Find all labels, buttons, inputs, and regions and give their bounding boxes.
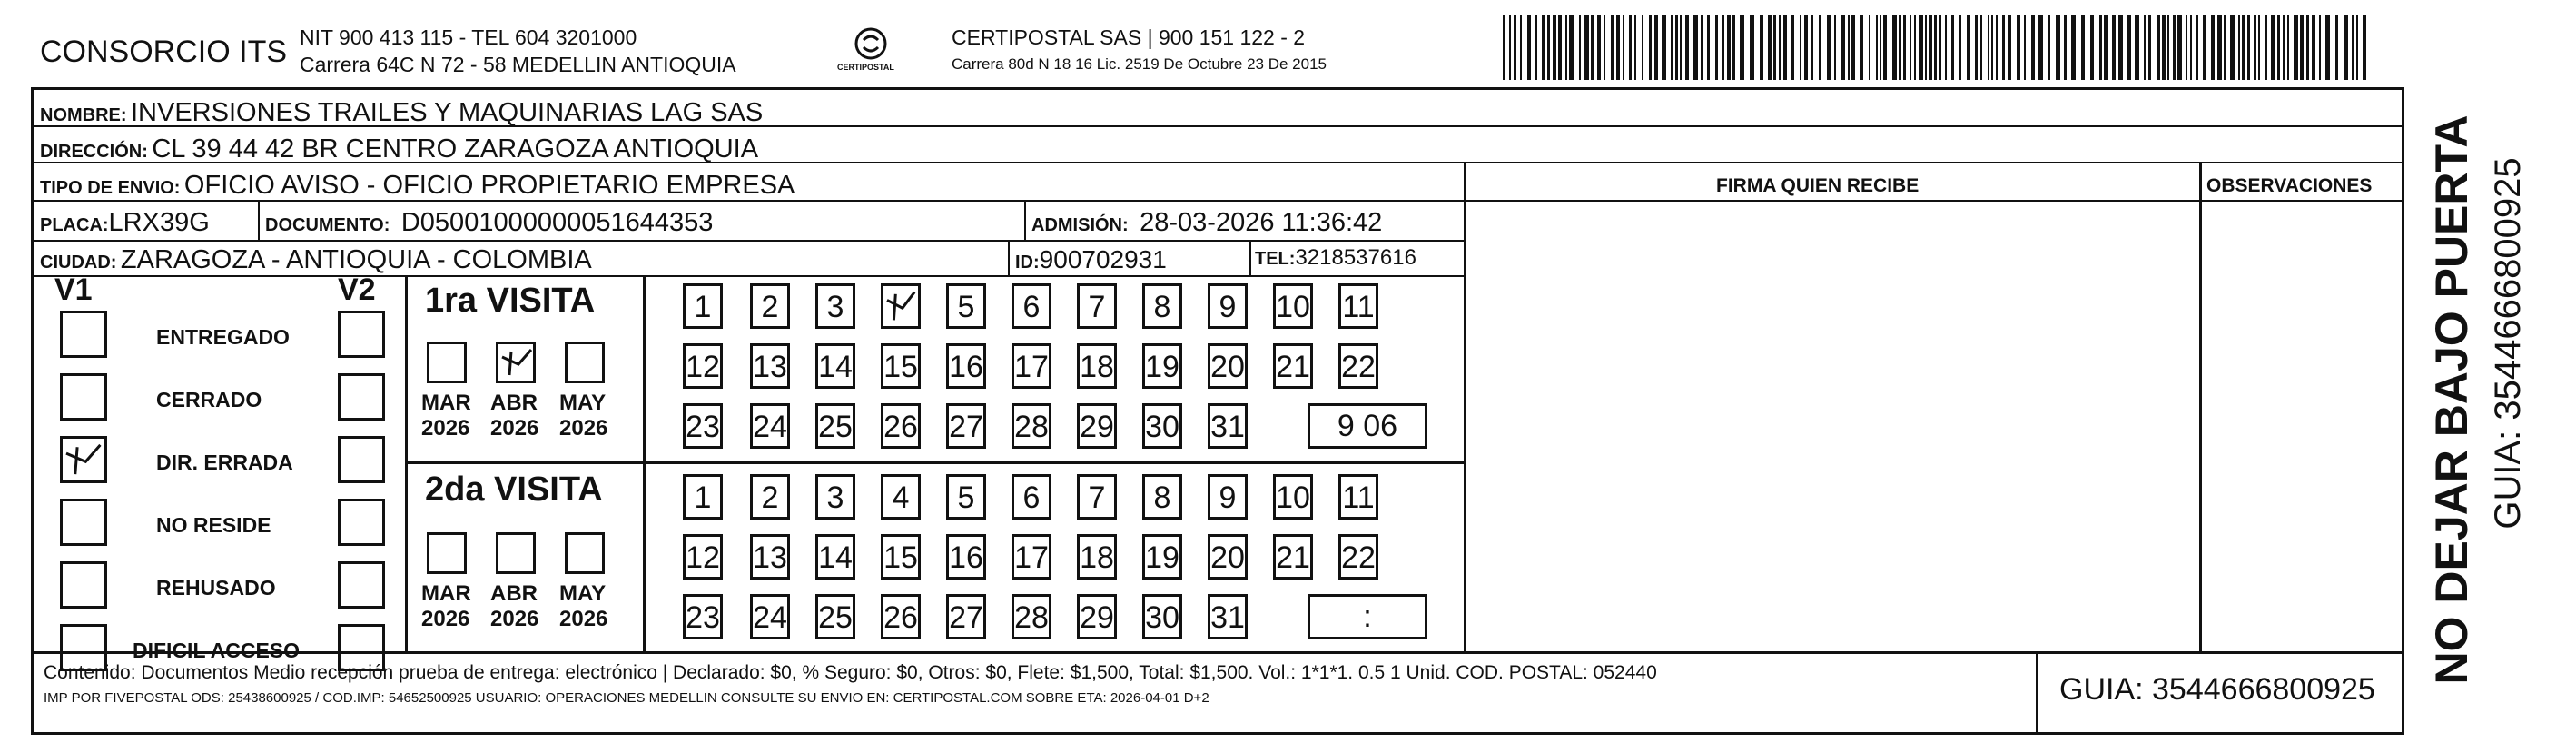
barcode-bar (1827, 15, 1831, 80)
status-label: REHUSADO (156, 576, 276, 599)
barcode-bar (2238, 15, 2240, 80)
barcode-bar (2258, 15, 2260, 80)
day-box[interactable]: 12 (683, 343, 723, 389)
month-year: 2026 (559, 416, 608, 441)
barcode-bar (1547, 15, 1550, 80)
company-name: CONSORCIO ITS (40, 35, 288, 69)
barcode-bar (2224, 15, 2226, 80)
barcode-bar (1959, 15, 1961, 80)
status-v2-checkbox[interactable] (338, 624, 385, 671)
day-box[interactable]: 17 (1012, 343, 1051, 389)
day-box[interactable]: 27 (946, 594, 986, 639)
day-box[interactable]: 24 (750, 594, 790, 639)
status-v2-checkbox[interactable] (338, 311, 385, 358)
col-line (1249, 240, 1251, 276)
day-box[interactable]: 27 (946, 403, 986, 449)
day-box[interactable]: 7 (1077, 283, 1117, 329)
day-box[interactable]: 3 (815, 474, 855, 520)
barcode-bar (1903, 15, 1906, 80)
day-box[interactable]: 5 (946, 474, 986, 520)
barcode-bar (2090, 15, 2094, 80)
company-address: Carrera 64C N 72 - 58 MEDELLIN ANTIOQUIA (300, 53, 736, 76)
day-box[interactable]: 14 (815, 534, 855, 580)
first-visit-title: 1ra VISITA (425, 282, 596, 320)
month-checkbox[interactable] (565, 342, 605, 383)
tel-value: 3218537616 (1295, 245, 1416, 270)
barcode-bar (1768, 15, 1772, 80)
barcode-bar (1623, 15, 1624, 80)
col-line (1024, 200, 1026, 240)
barcode-bar (1565, 15, 1567, 80)
firma-label: FIRMA QUIEN RECIBE (1716, 175, 1920, 196)
frame-bottom (31, 732, 2404, 735)
barcode-bar (1662, 15, 1666, 80)
col-line (405, 275, 408, 653)
barcode-bar (1869, 15, 1870, 80)
barcode-bar (2186, 15, 2187, 80)
status-label: DIFICIL ACCESO (133, 639, 301, 662)
month-label: ABR (490, 581, 538, 606)
barcode-bar (2048, 15, 2050, 80)
barcode-bar (1611, 15, 1614, 80)
day-box[interactable]: 23 (683, 594, 723, 639)
month-year: 2026 (490, 416, 539, 441)
day-box[interactable]: 1 (683, 283, 723, 329)
barcode (1503, 15, 2374, 80)
imp-line: IMP POR FIVEPOSTAL ODS: 25438600925 / COD.IMP: 54652500925 USUARIO: OPERACIONES MEDELLIN CONSULTE SU ENVIO EN: CERTIPOSTAL.COM SOBRE ETA: 2026-04-01 D+2 (44, 690, 1209, 706)
day-box[interactable]: 11 (1338, 474, 1378, 520)
day-box[interactable]: 17 (1012, 534, 1051, 580)
day-box[interactable]: 26 (881, 594, 921, 639)
documento-value: D05001000000051644353 (400, 208, 714, 237)
day-box[interactable]: 29 (1077, 403, 1117, 449)
tel-label: TEL: (1255, 249, 1296, 269)
barcode-bar (1910, 15, 1911, 80)
frame-right (2402, 87, 2404, 734)
barcode-bar (1750, 15, 1754, 80)
day-box[interactable]: 10 (1273, 474, 1313, 520)
day-box[interactable]: 4 (881, 474, 921, 520)
day-box[interactable]: 18 (1077, 343, 1117, 389)
day-box[interactable]: 16 (946, 343, 986, 389)
day-box[interactable] (881, 283, 921, 329)
barcode-bar (2038, 15, 2043, 80)
day-check-mark-icon (883, 286, 918, 326)
month-year: 2026 (559, 607, 608, 631)
barcode-bar (1680, 15, 1682, 80)
barcode-bar (1701, 15, 1703, 80)
barcode-bar (2031, 15, 2035, 80)
status-label: DIR. ERRADA (156, 451, 293, 474)
placa-value: LRX39G (108, 208, 210, 237)
status-v2-checkbox[interactable] (338, 436, 385, 483)
status-v2-checkbox[interactable] (338, 373, 385, 421)
barcode-bar (2335, 15, 2338, 80)
barcode-bar (1929, 15, 1932, 80)
day-box[interactable]: 8 (1142, 474, 1182, 520)
nombre-value: INVERSIONES TRAILES Y MAQUINARIAS LAG SAS (131, 98, 764, 127)
nit-line: NIT 900 413 115 - TEL 604 3201000 (300, 25, 637, 49)
month-year: 2026 (421, 607, 470, 631)
ciudad-label: CIUDAD: (40, 253, 117, 272)
barcode-bar (1722, 15, 1724, 80)
barcode-bar (2064, 15, 2067, 80)
month-checkbox[interactable] (496, 532, 536, 574)
carrier-address: Carrera 80d N 18 16 Lic. 2519 De Octubre 23 De 2015 (952, 55, 1327, 73)
barcode-bar (2287, 15, 2289, 80)
barcode-bar (2211, 15, 2215, 80)
day-box[interactable]: 21 (1273, 343, 1313, 389)
month-label: MAY (559, 391, 607, 415)
month-checkbox[interactable] (427, 342, 467, 383)
time-input-box[interactable]: : (1308, 594, 1427, 639)
id-value: 900702931 (1039, 245, 1167, 273)
carrier-line: CERTIPOSTAL SAS | 900 151 122 - 2 (952, 25, 1306, 49)
day-box[interactable]: 2 (750, 474, 790, 520)
barcode-bar (1892, 15, 1897, 80)
barcode-bar (1773, 15, 1776, 80)
barcode-bar (1800, 15, 1801, 80)
barcode-bar (1851, 15, 1855, 80)
barcode-bar (2363, 15, 2366, 80)
barcode-bar (1760, 15, 1763, 80)
day-box[interactable]: 20 (1208, 343, 1248, 389)
barcode-bar (1791, 15, 1794, 80)
barcode-bar (2144, 15, 2146, 80)
placa-label: PLACA: (40, 215, 109, 235)
day-box[interactable]: 24 (750, 403, 790, 449)
barcode-bar (1591, 15, 1594, 80)
barcode-bar (1616, 15, 1620, 80)
barcode-bar (2344, 15, 2348, 80)
barcode-bar (1991, 15, 1993, 80)
barcode-bar (1685, 15, 1689, 80)
day-box[interactable]: 2 (750, 283, 790, 329)
month-label: MAR (421, 581, 471, 606)
barcode-bar (1934, 15, 1937, 80)
logo-text: CERTIPOSTAL (837, 63, 894, 72)
barcode-bar (1649, 15, 1652, 80)
barcode-bar (2203, 15, 2206, 80)
frame-top (31, 87, 2404, 90)
barcode-bar (2056, 15, 2060, 80)
barcode-bar (2300, 15, 2304, 80)
row-line (405, 461, 1466, 464)
barcode-bar (2162, 15, 2166, 80)
col-line (2036, 654, 2038, 734)
barcode-bar (1584, 15, 1589, 80)
status-v1-checkbox[interactable] (60, 499, 107, 546)
day-box[interactable]: 11 (1338, 283, 1378, 329)
admision-label: ADMISIÓN: (1031, 215, 1129, 235)
month-checkbox[interactable] (496, 342, 536, 383)
barcode-bar (2112, 15, 2116, 80)
month-label: MAR (421, 391, 471, 415)
day-box[interactable]: 30 (1142, 403, 1182, 449)
barcode-bar (1860, 15, 1863, 80)
month-check-mark-icon (498, 344, 535, 381)
barcode-bar (1783, 15, 1787, 80)
barcode-bar (1671, 15, 1673, 80)
barcode-bar (2319, 15, 2321, 80)
barcode-bar (2325, 15, 2330, 80)
day-box[interactable]: 15 (881, 343, 921, 389)
barcode-bar (1945, 15, 1947, 80)
barcode-bar (1503, 15, 1505, 80)
barcode-bar (2002, 15, 2005, 80)
day-box[interactable]: 31 (1208, 403, 1248, 449)
month-year: 2026 (490, 607, 539, 631)
barcode-bar (1925, 15, 1927, 80)
barcode-bar (2271, 15, 2275, 80)
barcode-bar (1980, 15, 1982, 80)
frame-left (31, 87, 34, 734)
col-line (258, 200, 260, 240)
day-box[interactable]: 28 (1012, 403, 1051, 449)
barcode-bar (2104, 15, 2108, 80)
day-box[interactable]: 5 (946, 283, 986, 329)
barcode-bar (1558, 15, 1562, 80)
barcode-bar (1642, 15, 1643, 80)
barcode-bar (2230, 15, 2235, 80)
second-visit-title: 2da VISITA (425, 471, 603, 509)
row-line (31, 200, 2404, 202)
barcode-bar (1520, 15, 1522, 80)
barcode-bar (2008, 15, 2011, 80)
barcode-bar (2135, 15, 2139, 80)
barcode-bar (2024, 15, 2026, 80)
id-label: ID: (1015, 253, 1040, 272)
admision-row (1031, 210, 1382, 236)
barcode-bar (2167, 15, 2169, 80)
barcode-bar (1654, 15, 1658, 80)
status-v1-checkbox[interactable] (60, 624, 107, 671)
barcode-bar (2148, 15, 2151, 80)
contenido-line: Contenido: Documentos Medio recepción prueba de entrega: electrónico | Declarado: $0, % Seguro: $0, Otros: $0, Flete: $1,500, Total: $1,500. Vol.: 1*1*1. 0.5 1 Unid. COD. POSTAL: 052440 (44, 662, 1657, 683)
barcode-bar (1553, 15, 1556, 80)
side-guia-text: GUIA: 3544666800925 (2488, 157, 2528, 530)
day-box[interactable]: 3 (815, 283, 855, 329)
month-checkbox[interactable] (565, 532, 605, 574)
ciudad-value: ZARAGOZA - ANTIOQUIA - COLOMBIA (120, 245, 592, 274)
barcode-bar (2306, 15, 2309, 80)
col-line (1008, 240, 1010, 276)
barcode-bar (2294, 15, 2298, 80)
day-box[interactable]: 31 (1208, 594, 1248, 639)
guia-box: GUIA: 3544666800925 (2059, 672, 2375, 707)
day-box[interactable]: 21 (1273, 534, 1313, 580)
barcode-bar (2217, 15, 2222, 80)
day-box[interactable]: 19 (1142, 343, 1182, 389)
tipo-envio-label: TIPO DE ENVIO: (40, 178, 181, 198)
tel-row (1255, 247, 1416, 269)
barcode-bar (1880, 15, 1881, 80)
nombre-row (40, 100, 763, 126)
barcode-bar (1876, 15, 1878, 80)
barcode-bar (2177, 15, 2182, 80)
day-box[interactable]: 18 (1077, 534, 1117, 580)
documento-row (265, 210, 713, 236)
placa-row (40, 210, 210, 236)
col-line (2199, 163, 2202, 654)
barcode-bar (2190, 15, 2192, 80)
direccion-row (40, 136, 758, 163)
barcode-bar (1996, 15, 1998, 80)
status-label: ENTREGADO (156, 325, 290, 349)
barcode-bar (2242, 15, 2245, 80)
barcode-bar (2312, 15, 2315, 80)
direccion-label: DIRECCIÓN: (40, 142, 148, 162)
day-box[interactable]: 23 (683, 403, 723, 449)
barcode-bar (1597, 15, 1601, 80)
barcode-bar (2265, 15, 2267, 80)
day-box[interactable]: 22 (1338, 534, 1378, 580)
direccion-value: CL 39 44 42 BR CENTRO ZARAGOZA ANTIOQUIA (152, 134, 759, 163)
day-box[interactable]: 15 (881, 534, 921, 580)
day-box[interactable]: 26 (881, 403, 921, 449)
day-box[interactable]: 12 (683, 534, 723, 580)
barcode-bar (1779, 15, 1781, 80)
no-dejar-text: NO DEJAR BAJO PUERTA (2426, 114, 2477, 685)
admision-value: 28-03-2026 11:36:42 (1140, 208, 1383, 237)
day-box[interactable]: 25 (815, 403, 855, 449)
barcode-bar (1509, 15, 1511, 80)
col-line (1464, 163, 1466, 654)
barcode-bar (1569, 15, 1574, 80)
barcode-bar (2099, 15, 2102, 80)
day-box[interactable]: 25 (815, 594, 855, 639)
barcode-bar (1732, 15, 1735, 80)
barcode-bar (1841, 15, 1845, 80)
barcode-bar (1975, 15, 1978, 80)
barcode-bar (1914, 15, 1916, 80)
barcode-bar (1939, 15, 1941, 80)
col-line (643, 275, 646, 653)
status-v1-checkbox[interactable] (60, 311, 107, 358)
day-box[interactable]: 1 (683, 474, 723, 520)
day-box[interactable]: 10 (1273, 283, 1313, 329)
barcode-bar (1811, 15, 1813, 80)
barcode-bar (2173, 15, 2176, 80)
status-v1-checkbox[interactable] (60, 561, 107, 609)
day-box[interactable]: 22 (1338, 343, 1378, 389)
day-box[interactable]: 6 (1012, 474, 1051, 520)
nombre-label: NOMBRE: (40, 105, 127, 125)
barcode-bar (1967, 15, 1970, 80)
month-label: ABR (490, 391, 538, 415)
day-box[interactable]: 16 (946, 534, 986, 580)
barcode-bar (2017, 15, 2020, 80)
v1-header: V1 (54, 272, 93, 307)
row-line (31, 651, 2404, 654)
day-box[interactable]: 13 (750, 343, 790, 389)
day-box[interactable]: 29 (1077, 594, 1117, 639)
day-box[interactable]: 8 (1142, 283, 1182, 329)
barcode-bar (1707, 15, 1710, 80)
day-box[interactable]: 28 (1012, 594, 1051, 639)
barcode-bar (1740, 15, 1744, 80)
barcode-bar (2071, 15, 2076, 80)
barcode-bar (1848, 15, 1850, 80)
observaciones-label: OBSERVACIONES (2206, 175, 2373, 196)
barcode-bar (1727, 15, 1731, 80)
barcode-bar (1514, 15, 1516, 80)
barcode-bar (1634, 15, 1636, 80)
status-label: NO RESIDE (156, 513, 271, 537)
barcode-bar (2356, 15, 2358, 80)
ciudad-row (40, 247, 592, 273)
barcode-bar (2127, 15, 2131, 80)
month-label: MAY (559, 581, 607, 606)
barcode-bar (1804, 15, 1808, 80)
tipo-envio-row (40, 173, 795, 199)
month-checkbox[interactable] (427, 532, 467, 574)
status-v1-checkbox[interactable] (60, 373, 107, 421)
certipostal-logo (834, 24, 908, 78)
barcode-bar (1834, 15, 1836, 80)
barcode-bar (1899, 15, 1901, 80)
barcode-bar (1604, 15, 1605, 80)
barcode-bar (2081, 15, 2085, 80)
barcode-bar (2196, 15, 2198, 80)
day-box[interactable]: 13 (750, 534, 790, 580)
barcode-bar (2283, 15, 2285, 80)
barcode-bar (1535, 15, 1537, 80)
barcode-bar (2254, 15, 2256, 80)
status-check-mark-icon (63, 439, 104, 480)
barcode-bar (1883, 15, 1887, 80)
barcode-bar (1629, 15, 1632, 80)
barcode-bar (1693, 15, 1698, 80)
day-box[interactable]: 19 (1142, 534, 1182, 580)
month-year: 2026 (421, 416, 470, 441)
barcode-bar (1715, 15, 1718, 80)
day-box[interactable]: 30 (1142, 594, 1182, 639)
barcode-bar (1675, 15, 1678, 80)
day-box[interactable]: 14 (815, 343, 855, 389)
status-v2-checkbox[interactable] (338, 561, 385, 609)
day-box[interactable]: 9 (1208, 283, 1248, 329)
barcode-bar (1527, 15, 1531, 80)
barcode-bar (2247, 15, 2250, 80)
documento-label: DOCUMENTO: (265, 215, 390, 235)
tipo-envio-value: OFICIO AVISO - OFICIO PROPIETARIO EMPRESA (183, 171, 795, 200)
barcode-bar (2352, 15, 2354, 80)
barcode-bar (2118, 15, 2123, 80)
status-v2-checkbox[interactable] (338, 499, 385, 546)
day-box[interactable]: 7 (1077, 474, 1117, 520)
barcode-bar (2277, 15, 2280, 80)
barcode-bar (1819, 15, 1821, 80)
barcode-bar (1951, 15, 1954, 80)
barcode-bar (1919, 15, 1923, 80)
day-box[interactable]: 9 (1208, 474, 1248, 520)
id-row (1015, 247, 1167, 272)
day-box[interactable]: 20 (1208, 534, 1248, 580)
v2-header: V2 (338, 272, 376, 307)
day-box[interactable]: 6 (1012, 283, 1051, 329)
status-label: CERRADO (156, 388, 262, 411)
time-input-box[interactable]: 9 06 (1308, 403, 1427, 449)
barcode-bar (1988, 15, 1989, 80)
barcode-bar (2157, 15, 2160, 80)
status-v1-checkbox[interactable] (60, 436, 107, 483)
barcode-bar (1542, 15, 1545, 80)
barcode-bar (1579, 15, 1581, 80)
